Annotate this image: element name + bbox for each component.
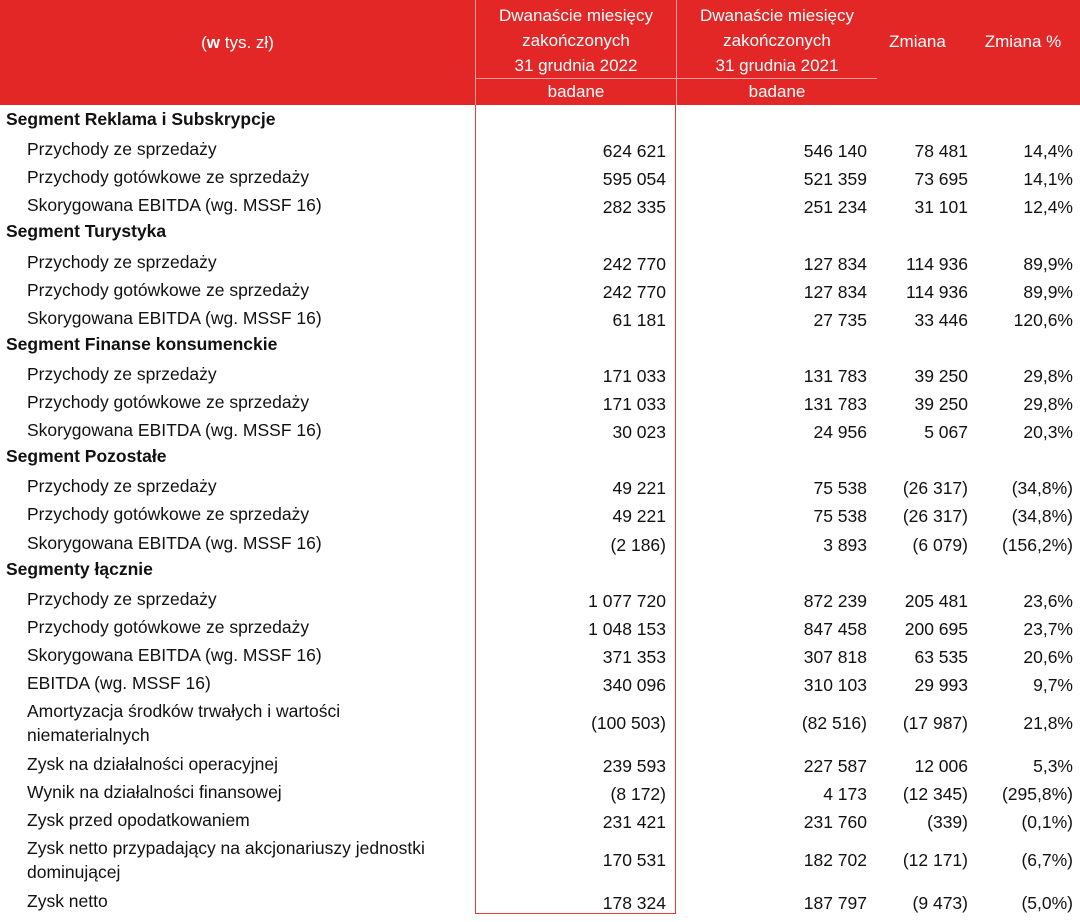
table-row [0, 888, 1080, 916]
table-row [0, 501, 1080, 529]
table-row [0, 751, 1080, 779]
value-2022: 170 531 [602, 850, 666, 871]
value-2022: 178 324 [602, 893, 666, 914]
value-2021: (82 516) [801, 713, 867, 734]
table-row [0, 698, 1080, 751]
value-change: (26 317) [902, 478, 968, 499]
value-change: (17 987) [902, 713, 968, 734]
value-2022: 242 770 [602, 281, 666, 302]
value-change-pct: (295,8%) [1001, 784, 1073, 805]
value-2021: 307 818 [803, 646, 867, 667]
value-change-pct: (0,1%) [1021, 812, 1073, 833]
table-row [0, 417, 1080, 445]
value-2021: 182 702 [803, 850, 867, 871]
value-2021: 24 956 [813, 422, 867, 443]
section-heading-row [0, 108, 1080, 136]
value-change-pct: 14,1% [1023, 169, 1073, 190]
value-change-pct: (5,0%) [1021, 893, 1073, 914]
value-change: 31 101 [914, 197, 968, 218]
value-2022: 595 054 [602, 169, 666, 190]
value-2022: 49 221 [612, 506, 666, 527]
value-2022: 239 593 [602, 756, 666, 777]
value-2022: 61 181 [612, 309, 666, 330]
value-change-pct: 120,6% [1013, 309, 1073, 330]
value-change: (339) [927, 812, 968, 833]
table-row [0, 277, 1080, 305]
value-2022: 340 096 [602, 675, 666, 695]
row-label-line: niematerialnych [27, 725, 150, 746]
table-row [0, 614, 1080, 642]
section-heading-row [0, 558, 1080, 586]
value-change: (9 473) [912, 893, 968, 914]
row-label: Przychody ze sprzedaży [27, 476, 217, 497]
value-change-pct: 29,8% [1023, 394, 1073, 414]
row-label: Zysk na działalności operacyjnej [27, 754, 278, 775]
column-header-2021: Dwanaście miesięcy zakończonych 31 grudnia 2021 [700, 6, 854, 75]
row-label-line: Zysk netto przypadający na akcjonariuszy jednostki [27, 838, 425, 859]
table-row [0, 835, 1080, 888]
section-title: Segment Pozostałe [6, 446, 167, 467]
value-2022: 1 048 153 [588, 618, 666, 639]
value-change-pct: (34,8%) [1011, 506, 1073, 527]
value-2022: 30 023 [612, 422, 666, 443]
section-heading-row [0, 445, 1080, 473]
value-2022: 282 335 [602, 197, 666, 218]
value-change: 63 535 [914, 646, 968, 667]
row-label: Przychody gotówkowe ze sprzedaży [27, 504, 310, 525]
table-row [0, 586, 1080, 614]
value-2021: 131 783 [803, 365, 867, 386]
value-change-pct: 12,4% [1023, 197, 1073, 218]
value-2021: 521 359 [803, 169, 867, 190]
row-label: Przychody gotówkowe ze sprzedaży [27, 392, 310, 412]
row-label [27, 836, 425, 884]
table-row [0, 779, 1080, 807]
value-2022: (2 186) [610, 534, 666, 555]
row-label: Zysk przed opodatkowaniem [27, 810, 250, 831]
value-change-pct: 20,6% [1023, 646, 1073, 667]
row-label: Przychody ze sprzedaży [27, 363, 217, 384]
column-header-change-pct: Zmiana % [984, 32, 1062, 51]
value-change-pct: 20,3% [1023, 422, 1073, 443]
value-change: (12 171) [902, 850, 968, 871]
row-label: Przychody gotówkowe ze sprzedaży [27, 616, 310, 637]
column-header-2022: Dwanaście miesięcy zakończonych 31 grudnia 2022 [499, 6, 653, 75]
value-2021: 872 239 [803, 590, 867, 611]
section-title: Segment Finanse konsumenckie [6, 333, 278, 354]
value-2021: 127 834 [803, 281, 867, 302]
row-label-line: Amortyzacja środków trwałych i wartości [27, 701, 341, 722]
value-change-pct: 89,9% [1023, 281, 1073, 302]
section-heading-row [0, 333, 1080, 361]
section-heading-row [0, 220, 1080, 248]
value-change: 29 993 [914, 675, 968, 695]
value-change: 205 481 [904, 590, 968, 611]
table-row [0, 642, 1080, 670]
value-change-pct: 23,6% [1023, 590, 1073, 611]
value-change: 200 695 [904, 618, 968, 639]
section-title: Segment Reklama i Subskrypcje [6, 109, 276, 129]
value-2021: 187 797 [803, 893, 867, 914]
row-label: Skorygowana EBITDA (wg. MSSF 16) [27, 195, 322, 216]
row-label: Przychody gotówkowe ze sprzedaży [27, 167, 310, 188]
column-header-change: Zmiana [889, 32, 946, 51]
value-change: 73 695 [914, 169, 968, 190]
table-row [0, 192, 1080, 220]
table-header [0, 0, 1080, 105]
value-2021: 75 538 [813, 506, 867, 527]
value-2021: 847 458 [803, 618, 867, 639]
value-change: 78 481 [914, 141, 968, 162]
table-row [0, 530, 1080, 558]
table-row [0, 807, 1080, 835]
table-row [0, 473, 1080, 501]
value-2022: 242 770 [602, 253, 666, 274]
value-change: 33 446 [914, 309, 968, 330]
value-change-pct: (34,8%) [1011, 478, 1073, 499]
value-2022: 371 353 [602, 646, 666, 667]
row-label: Wynik na działalności finansowej [27, 782, 282, 803]
column-subheader-2021: badane [748, 82, 806, 101]
unit-label: (w tys. zł) [201, 33, 274, 52]
row-label-line: dominującej [27, 862, 121, 883]
value-2022: 171 033 [602, 365, 666, 386]
value-2022: 1 077 720 [588, 590, 666, 611]
value-change: (26 317) [902, 506, 968, 527]
table-row [0, 305, 1080, 333]
value-change: 5 067 [924, 422, 968, 443]
value-change: 114 936 [906, 253, 968, 274]
value-change: (12 345) [902, 784, 968, 805]
value-change-pct: 5,3% [1033, 756, 1073, 777]
table-row [0, 670, 1080, 698]
value-2021: 131 783 [803, 394, 867, 414]
value-change-pct: (156,2%) [1001, 534, 1073, 555]
value-change-pct: 23,7% [1023, 618, 1073, 639]
value-change: 12 006 [914, 756, 968, 777]
value-2022: 49 221 [612, 478, 666, 499]
row-label: Skorygowana EBITDA (wg. MSSF 16) [27, 644, 322, 665]
value-change: 114 936 [906, 281, 968, 302]
value-2021: 4 173 [823, 784, 867, 805]
value-change-pct: (6,7%) [1021, 850, 1073, 871]
row-label: Skorygowana EBITDA (wg. MSSF 16) [27, 532, 322, 553]
value-2021: 310 103 [803, 675, 867, 695]
table-row [0, 136, 1080, 164]
value-2022: 624 621 [602, 141, 666, 162]
value-2021: 75 538 [813, 478, 867, 499]
value-2021: 3 893 [823, 534, 867, 555]
value-2021: 27 735 [813, 309, 867, 330]
section-title: Segment Turystyka [6, 221, 167, 242]
value-2022: (8 172) [610, 784, 666, 805]
value-2022: (100 503) [591, 713, 666, 734]
value-2022: 171 033 [602, 394, 666, 414]
value-2021: 546 140 [803, 141, 867, 162]
table-row [0, 249, 1080, 277]
row-label: Przychody ze sprzedaży [27, 588, 217, 609]
row-label: Przychody ze sprzedaży [27, 251, 217, 272]
value-change-pct: 89,9% [1023, 253, 1073, 274]
value-2021: 227 587 [803, 756, 867, 777]
table-row [0, 361, 1080, 389]
row-label: Przychody ze sprzedaży [27, 139, 217, 160]
value-change-pct: 9,7% [1033, 675, 1073, 695]
row-label: Zysk netto [27, 891, 108, 912]
row-label: Skorygowana EBITDA (wg. MSSF 16) [27, 420, 322, 441]
value-change-pct: 21,8% [1023, 713, 1073, 734]
table-row [0, 389, 1080, 417]
value-change: 39 250 [914, 365, 968, 386]
value-2022: 231 421 [602, 812, 666, 833]
column-subheader-2022: badane [547, 82, 605, 101]
row-label: EBITDA (wg. MSSF 16) [27, 673, 211, 693]
value-2021: 127 834 [803, 253, 867, 274]
value-change-pct: 29,8% [1023, 365, 1073, 386]
value-2021: 231 760 [803, 812, 867, 833]
value-2021: 251 234 [803, 197, 867, 218]
row-label: Skorygowana EBITDA (wg. MSSF 16) [27, 307, 322, 328]
value-change: 39 250 [914, 394, 968, 414]
section-title: Segmenty łącznie [6, 558, 153, 579]
row-label [27, 699, 340, 747]
row-label: Przychody gotówkowe ze sprzedaży [27, 279, 310, 300]
value-change-pct: 14,4% [1023, 141, 1073, 162]
table-row [0, 164, 1080, 192]
value-change: (6 079) [912, 534, 968, 555]
